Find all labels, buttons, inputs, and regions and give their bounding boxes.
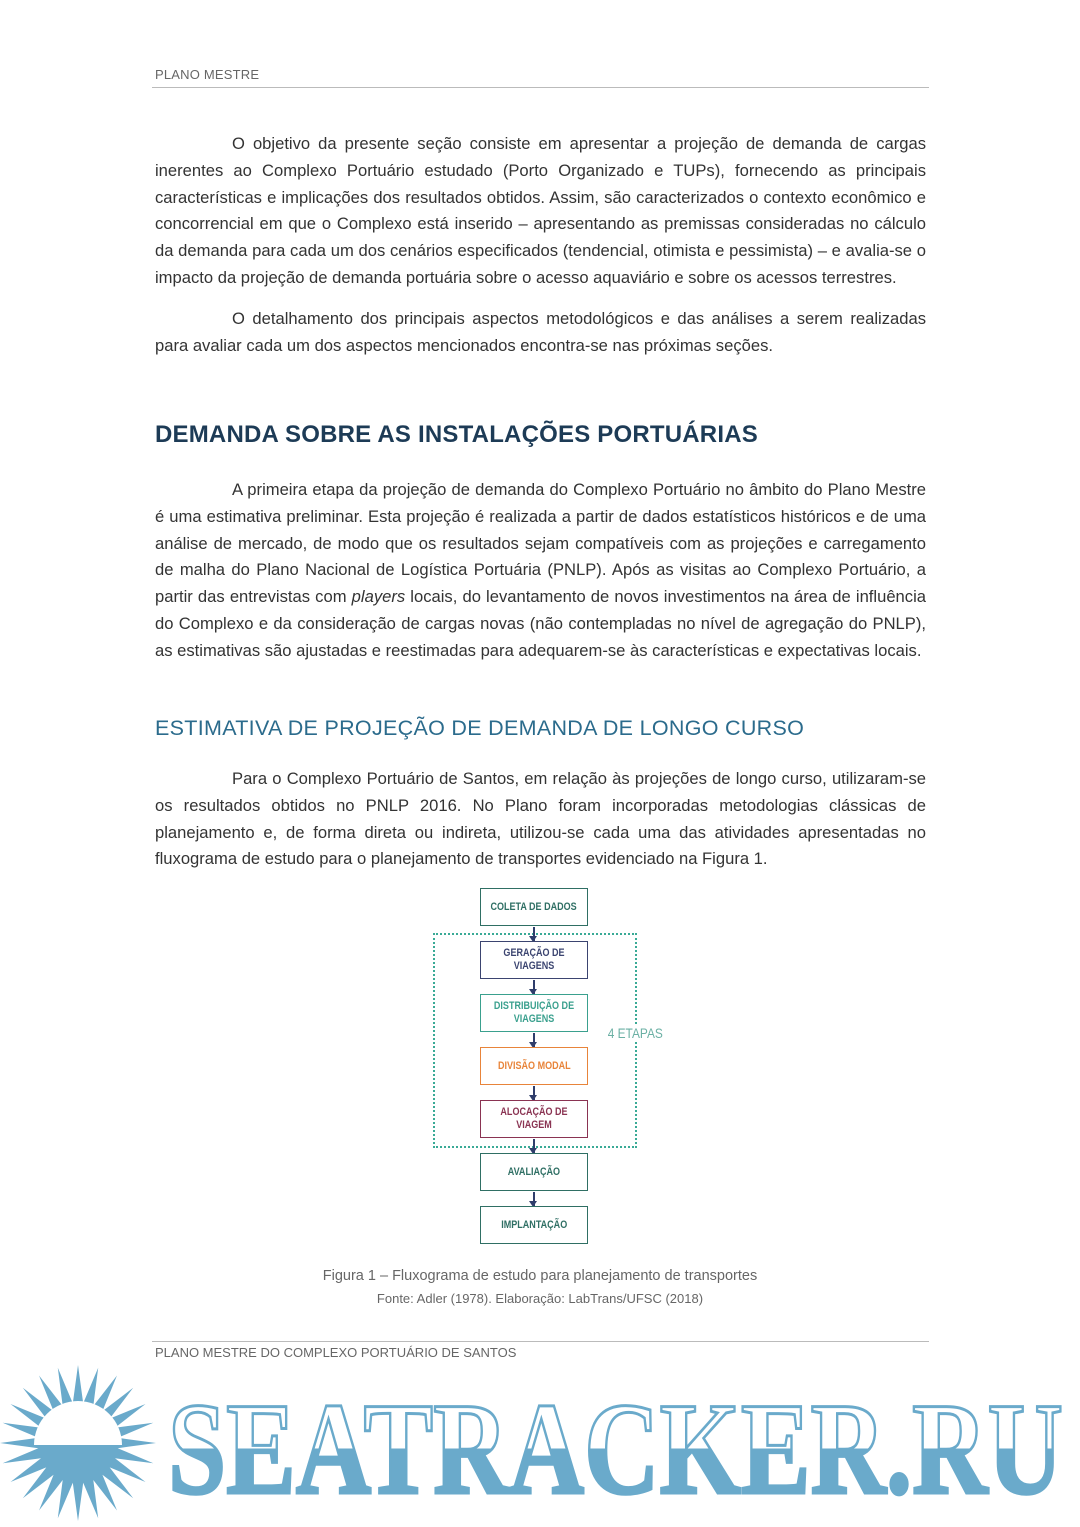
text: A primeira etapa da projeção de demanda do Complexo Portuário no âmbito do Plano Mestre é uma estimativa preliminar. Esta projeção é realizada a partir de dados estatísticos históricos e de uma análise de mercado, de modo que os resultados sejam compatíveis com as projeções e carregamento de malha do Plano Nacional de Logística Portuária (PNLP). Após as visitas ao Complexo Portuário, a partir das entrevistas com bbox=[155, 480, 926, 607]
section1-body bbox=[155, 477, 926, 665]
flow-step-label: GERAÇÃO DE VIAGENS bbox=[503, 947, 565, 972]
flow-arrow bbox=[533, 1192, 535, 1206]
group-label: 4 ETAPAS bbox=[607, 1025, 663, 1041]
flow-step bbox=[480, 1206, 588, 1244]
flow-step bbox=[480, 1100, 588, 1138]
page-footer: PLANO MESTRE DO COMPLEXO PORTUÁRIO DE SANTOS bbox=[155, 1345, 517, 1360]
flow-step bbox=[480, 941, 588, 979]
flow-step bbox=[480, 888, 588, 926]
flow-step bbox=[480, 994, 588, 1032]
flow-arrow bbox=[533, 980, 535, 994]
section2-body bbox=[155, 766, 926, 873]
flow-step-label: IMPLANTAÇÃO bbox=[501, 1218, 567, 1231]
flow-step bbox=[480, 1047, 588, 1085]
paragraph bbox=[155, 477, 926, 665]
flow-step-label: AVALIAÇÃO bbox=[507, 1165, 561, 1178]
intro-section bbox=[155, 131, 926, 359]
flow-arrow bbox=[533, 1086, 535, 1100]
page-header: PLANO MESTRE bbox=[155, 67, 260, 82]
subsection-heading: ESTIMATIVA DE PROJEÇÃO DE DEMANDA DE LONGO CURSO bbox=[155, 716, 805, 740]
emphasis: players bbox=[351, 587, 406, 607]
paragraph: O objetivo da presente seção consiste em apresentar a projeção de demanda de cargas inerentes ao Complexo Portuário estudado (Porto Organizado e TUPs), fornecendo as principais características e implicações dos resultados obtidos. Assim, são caracterizados o contexto econômico e concorrencial em que o Complexo está inserido – apresentando as premissas consideradas no cálculo da demanda para cada um dos cenários especificados (tendencial, otimista e pessimista) – e avalia-se o impacto da projeção de demanda portuária sobre o acesso aquaviário e sobre os acessos terrestres. bbox=[155, 134, 926, 287]
flow-step-label: DISTRIBUIÇÃO DE VIAGENS bbox=[493, 1000, 575, 1025]
flow-arrow bbox=[533, 1033, 535, 1047]
paragraph: O detalhamento dos principais aspectos metodológicos e das análises a serem realizadas para avaliar cada um dos aspectos mencionados encontra-se nas próximas seções. bbox=[155, 308, 926, 355]
footer-divider bbox=[152, 1341, 929, 1342]
flow-step-label: COLETA DE DADOS bbox=[490, 900, 578, 913]
flow-step-label: ALOCAÇÃO DE VIAGEM bbox=[500, 1106, 568, 1131]
text: locais, do levantamento de novos investimentos na área de influência do Complexo e da consideração de cargas novas (não contempladas no nível de agregação do PNLP), as estimativas são ajustadas e reestimadas para adequarem-se às características e expectativas locais. bbox=[155, 587, 926, 660]
flow-step-label: DIVISÃO MODAL bbox=[497, 1059, 571, 1072]
flow-step bbox=[480, 1153, 588, 1191]
flow-arrow bbox=[533, 1139, 535, 1153]
watermark-logo bbox=[0, 1365, 1080, 1527]
paragraph: Para o Complexo Portuário de Santos, em relação às projeções de longo curso, utilizaram-se os resultados obtidos no PNLP 2016. No Plano foram incorporadas metodologias clássicas de planejamento e, de forma direta ou indireta, utilizou-se cada uma das atividades apresentadas no fluxograma de estudo para o planejamento de transportes evidenciado na Figura 1. bbox=[155, 769, 926, 869]
sun-icon bbox=[0, 1365, 156, 1521]
watermark-text: SEATRACKER.RU bbox=[168, 1375, 1063, 1522]
flow-arrow bbox=[533, 927, 535, 941]
figure-source: Fonte: Adler (1978). Elaboração: LabTrans/UFSC (2018) bbox=[376, 1291, 704, 1306]
section-heading: DEMANDA SOBRE AS INSTALAÇÕES PORTUÁRIAS bbox=[155, 421, 758, 448]
figure-caption: Figura 1 – Fluxograma de estudo para planejamento de transportes bbox=[322, 1268, 758, 1284]
header-divider bbox=[152, 87, 929, 88]
